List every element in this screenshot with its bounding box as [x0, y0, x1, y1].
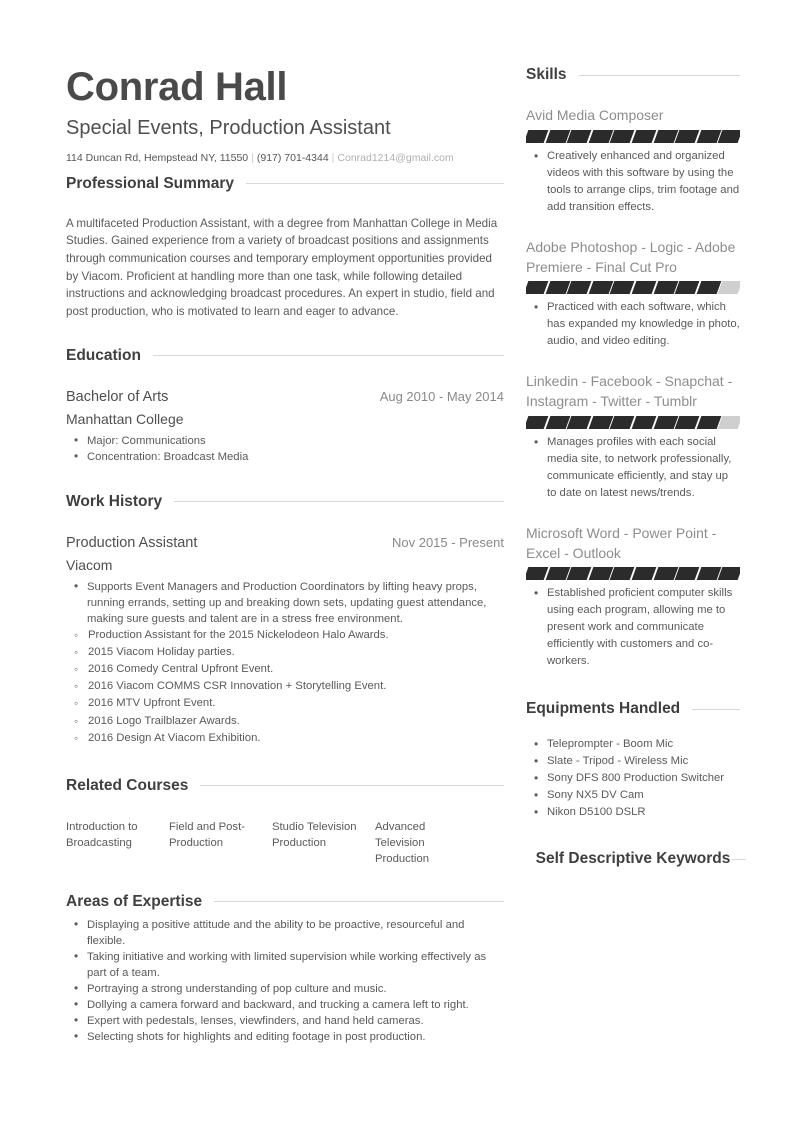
section-rule [732, 859, 746, 860]
list-item: • Selecting shots for highlights and editing footage in post production. [66, 1029, 504, 1045]
list-item: • Concentration: Broadcast Media [66, 449, 504, 465]
contact-separator-2: | [331, 152, 335, 165]
contact-phone: (917) 701-4344 [256, 152, 329, 165]
section-header-self-descriptive-keywords [526, 847, 740, 872]
section-rule [214, 901, 504, 902]
section-header-work-history [66, 493, 504, 511]
skill-name: Linkedin - Facebook - Snapchat - Instagram - Twitter - Tumblr [526, 373, 733, 410]
skill-detail-list [526, 148, 740, 216]
list-item: • Creatively enhanced and organized videos with this software by using the tools to arrange clips, trim footage and add transition effects. [526, 148, 740, 216]
section-header-equipments-handled [526, 700, 740, 718]
list-item: • Slate - Tripod - Wireless Mic [526, 753, 740, 770]
section-header-skills [526, 66, 740, 84]
work-sub-bullets [66, 627, 504, 747]
section-rule [200, 785, 504, 786]
work-entry [66, 533, 504, 747]
equipments-list [526, 736, 740, 821]
skill-bar-segment [610, 130, 634, 143]
skill-bar-segment [632, 130, 656, 143]
education-bullets [66, 433, 504, 465]
contact-address: 114 Duncan Rd, Hempstead NY, 11550 [66, 152, 249, 165]
skill-detail-list [526, 585, 740, 670]
list-item: ◦ 2016 Logo Trailblazer Awards. [66, 713, 504, 730]
skill-bar-segment [675, 416, 699, 429]
work-bullets [66, 579, 504, 627]
skill-bar-segment [718, 567, 740, 580]
skill-bar-segment [718, 130, 740, 143]
skill-bar-segment [526, 567, 548, 580]
list-item: • Sony DFS 800 Production Switcher [526, 770, 740, 787]
list-item: • Teleprompter - Boom Mic [526, 736, 740, 753]
skill-bar-segment [610, 281, 634, 294]
education-school: Manhattan College [66, 410, 184, 427]
list-item: • Displaying a positive attitude and the ability to be proactive, resourceful and flexible. [66, 917, 504, 949]
skill-item [526, 106, 740, 216]
skill-rating-bar [526, 281, 740, 294]
education-entry-row [66, 387, 504, 408]
skill-item [526, 524, 740, 670]
section-rule [579, 75, 741, 76]
contact-line [66, 151, 504, 166]
contact-email: Conrad1214@gmail.com [337, 152, 454, 165]
work-job-title: Production Assistant [66, 534, 198, 551]
skill-detail-list [526, 434, 740, 502]
skill-bar-segment [545, 416, 569, 429]
skill-bar-segment [718, 416, 740, 429]
skill-item [526, 372, 740, 502]
list-item: ◦ 2016 Design At Viacom Exhibition. [66, 730, 504, 747]
list-item: • Taking initiative and working with limited supervision while working effectively as part of a team. [66, 949, 504, 981]
right-column [518, 66, 740, 1045]
skill-name: Microsoft Word - Power Point - Excel - Outlook [526, 524, 717, 561]
course-item: Studio Television Production [272, 820, 357, 849]
skill-bar-segment [567, 416, 591, 429]
skill-bar-segment [567, 567, 591, 580]
skill-bar-segment [675, 281, 699, 294]
skill-bar-segment [718, 281, 740, 294]
skill-bar-segment [675, 567, 699, 580]
skill-detail-list [526, 299, 740, 350]
list-item: ◦ 2015 Viacom Holiday parties. [66, 644, 504, 661]
skill-name: Adobe Photoshop - Logic - Adobe Premiere - Final Cut Pro [526, 238, 736, 275]
related-courses-list [66, 819, 504, 867]
section-title: Equipments Handled [526, 700, 681, 718]
list-item: ◦ 2016 MTV Upfront Event. [66, 695, 504, 712]
list-item: • Sony NX5 DV Cam [526, 787, 740, 804]
list-item: ◦ 2016 Viacom COMMS CSR Innovation + Storytelling Event. [66, 678, 504, 695]
left-column [66, 66, 518, 1045]
work-company: Viacom [66, 556, 113, 573]
skill-bar-segment [526, 416, 548, 429]
skill-rating-bar [526, 130, 740, 143]
work-entry-row [66, 533, 504, 554]
education-entry [66, 387, 504, 465]
section-title: Areas of Expertise [66, 892, 203, 910]
section-title: Skills [526, 66, 567, 83]
course-item: Introduction to Broadcasting [66, 820, 138, 849]
skill-bar-segment [567, 130, 591, 143]
list-item: • Dollying a camera forward and backward, and trucking a camera left to right. [66, 997, 504, 1013]
skill-bar-segment [653, 130, 677, 143]
work-dates: Nov 2015 - Present [391, 534, 504, 550]
skill-bar-segment [610, 416, 634, 429]
section-rule [174, 501, 504, 502]
course-item: Field and Post-Production [169, 820, 245, 849]
section-title: Self Descriptive Keywords [535, 849, 731, 867]
section-header-areas-of-expertise [66, 893, 504, 911]
section-header-related-courses [66, 777, 504, 795]
skill-item [526, 238, 740, 351]
list-item: • Supports Event Managers and Production Coordinators by lifting heavy props, running errands, setting up and breaking down sets, updating guest attendance, making sure guests and talent are in a stress free environment. [66, 579, 504, 627]
page-title: Conrad Hall [66, 65, 288, 109]
list-item: • Portraying a strong understanding of pop culture and music. [66, 981, 504, 997]
areas-of-expertise-bullets [66, 917, 504, 1045]
list-item: • Manages profiles with each social media site, to network professionally, communicate efficiently, and stay up to date on latest news/trends. [526, 434, 740, 502]
section-rule [246, 183, 504, 184]
section-title: Work History [66, 492, 163, 510]
skill-bar-segment [526, 281, 548, 294]
skill-bar-segment [545, 130, 569, 143]
equipments-handled-section [526, 700, 740, 821]
skill-rating-bar [526, 416, 740, 429]
section-title: Education [66, 346, 141, 364]
education-dates: Aug 2010 - May 2014 [379, 388, 504, 404]
section-header-education [66, 347, 504, 365]
skill-bar-segment [632, 416, 656, 429]
list-item: • Expert with pedestals, lenses, viewfinders, and hand held cameras. [66, 1013, 504, 1029]
section-title: Professional Summary [66, 174, 234, 192]
skill-bar-segment [653, 416, 677, 429]
list-item: • Nikon D5100 DSLR [526, 804, 740, 821]
section-title: Related Courses [66, 776, 189, 794]
contact-separator-1: | [251, 152, 254, 165]
section-rule [153, 355, 504, 356]
list-item: ◦ Production Assistant for the 2015 Nickelodeon Halo Awards. [66, 627, 504, 644]
list-item: • Established proficient computer skills using each program, allowing me to present work and communicate efficiently with customers and co-workers. [526, 585, 740, 670]
skill-bar-segment [675, 130, 699, 143]
skill-name: Avid Media Composer [526, 107, 664, 123]
skill-rating-bar [526, 567, 740, 580]
professional-summary-text: A multifaceted Production Assistant, with a degree from Manhattan College in Media Studies. Gained experience from a variety of broadcast positions and assignments through communication courses and temporary employment opportunities provided by Viacom. Proficient at handling more than one task, while following detailed instructions and acknowledging broadcast procedures. An expert in studio, field and post production, who is motivated to learn and eager to advance. [66, 216, 498, 318]
list-item: • Practiced with each software, which has expanded my knowledge in photo, audio, and video editing. [526, 299, 740, 350]
headline: Special Events, Production Assistant [66, 117, 391, 140]
education-degree: Bachelor of Arts [66, 388, 169, 405]
list-item: ◦ 2016 Comedy Central Upfront Event. [66, 661, 504, 678]
skill-bar-segment [632, 567, 656, 580]
section-rule [692, 709, 740, 710]
course-item: Advanced Television Production [375, 820, 430, 865]
list-item: • Major: Communications [66, 433, 504, 449]
skill-bar-segment [567, 281, 591, 294]
skill-bar-segment [632, 281, 656, 294]
section-header-professional-summary [66, 175, 504, 193]
skill-bar-segment [610, 567, 634, 580]
skill-bar-segment [526, 130, 548, 143]
